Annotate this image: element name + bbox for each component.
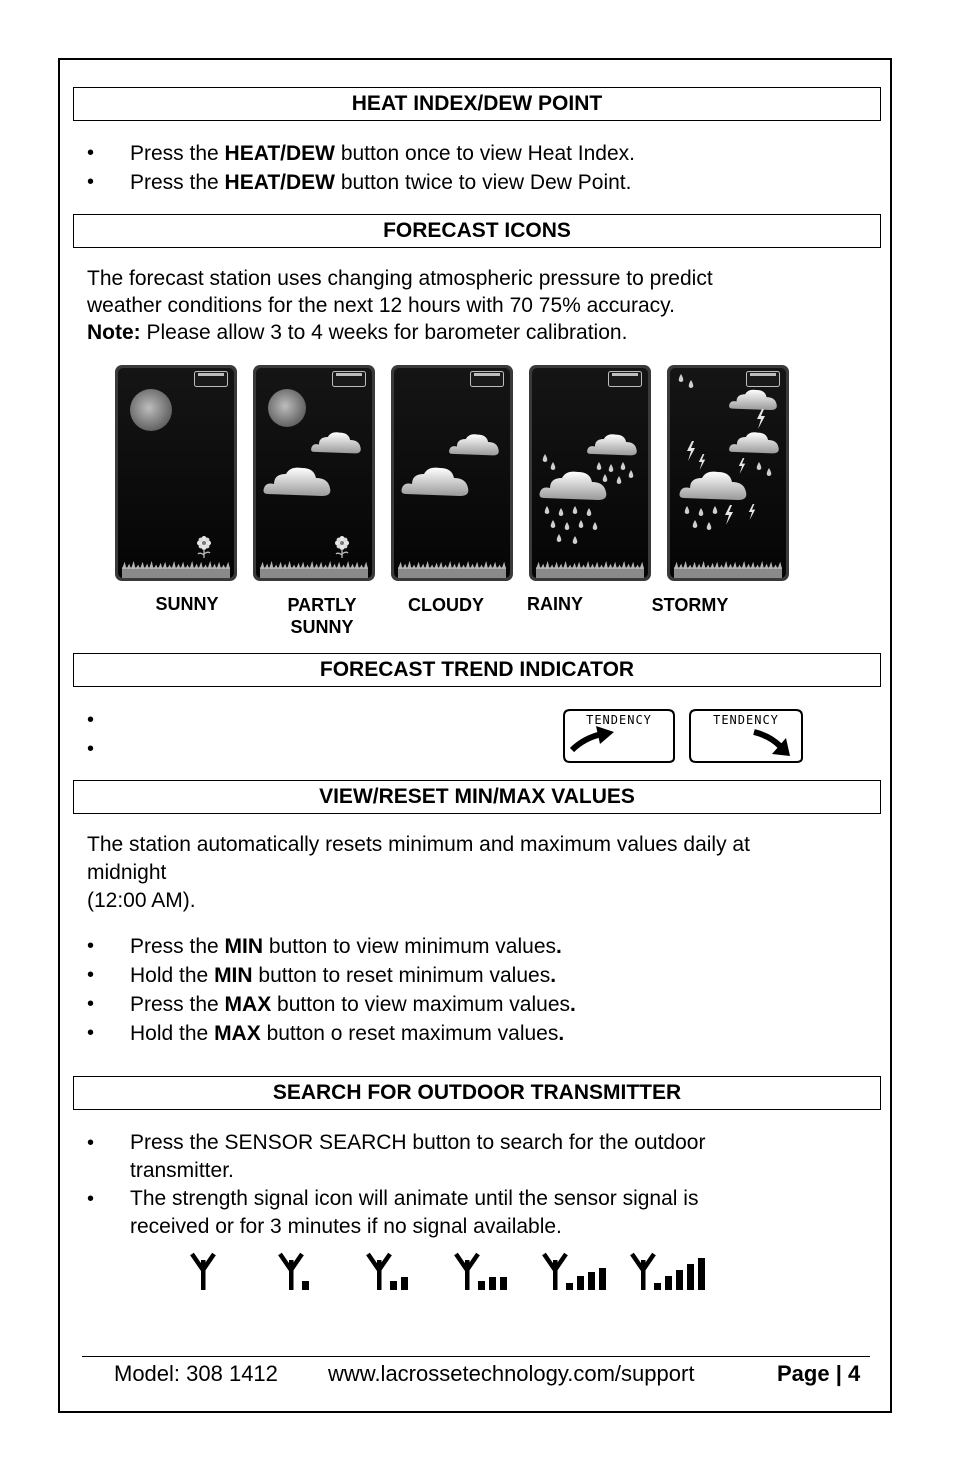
note-label: Note: bbox=[87, 321, 141, 344]
signal-2-bars-icon bbox=[368, 1254, 408, 1290]
forecast-panel-cloudy bbox=[390, 364, 514, 582]
list-item: • Press the HEAT/DEW button once to view Heat Index. bbox=[87, 139, 877, 168]
tendency-badge-icon bbox=[471, 372, 504, 387]
tendency-badge-icon bbox=[609, 372, 642, 387]
footer-divider bbox=[82, 1356, 870, 1357]
search-bullets bbox=[87, 1129, 877, 1241]
section-title-search-transmitter: SEARCH FOR OUTDOOR TRANSMITTER bbox=[73, 1076, 881, 1110]
tendency-badge-icon bbox=[195, 372, 228, 387]
sun-icon bbox=[130, 389, 172, 431]
tendency-up-label: TENDENCY bbox=[586, 713, 652, 727]
min-max-bullets bbox=[87, 932, 877, 1048]
forecast-panel-partly-sunny bbox=[252, 364, 376, 582]
signal-3-bars-icon bbox=[456, 1254, 507, 1290]
label-cloudy: CLOUDY bbox=[408, 595, 484, 615]
list-item: • The strength signal icon will animate until the sensor signal is received or for 3 minutes if no signal available. bbox=[87, 1185, 877, 1241]
list-item: • Press the MAX button to view maximum values. bbox=[87, 990, 877, 1019]
section-title-forecast-icons: FORECAST ICONS bbox=[73, 214, 881, 248]
signal-0-bars-icon bbox=[192, 1254, 214, 1290]
label-partly-sunny: PARTLY SUNNY bbox=[287, 595, 357, 637]
min-max-description: The station automatically resets minimum and maximum values daily at midnight (12:00 AM). bbox=[87, 833, 750, 912]
list-item: • Press the MIN button to view minimum values. bbox=[87, 932, 877, 961]
footer-page-number: Page | 4 bbox=[777, 1361, 861, 1386]
list-item: • Press the SENSOR SEARCH button to search for the outdoor transmitter. bbox=[87, 1129, 877, 1185]
signal-5-bars-icon bbox=[632, 1254, 705, 1290]
tendency-down-label: TENDENCY bbox=[713, 713, 779, 727]
list-item: • Press the HEAT/DEW button twice to view Dew Point. bbox=[87, 168, 877, 197]
footer-model: Model: 308 1412 bbox=[114, 1361, 278, 1386]
forecast-panel-rainy bbox=[528, 364, 652, 582]
tendency-up-indicator bbox=[562, 708, 676, 764]
label-stormy: STORMY bbox=[651, 595, 729, 615]
list-item: • Hold the MAX button o reset maximum values. bbox=[87, 1019, 877, 1048]
signal-4-bars-icon bbox=[544, 1254, 606, 1290]
forecast-description: The forecast station uses changing atmospheric pressure to predict weather conditions for the next 12 hours with 70 75% accuracy. Note: Please allow 3 to 4 weeks for barometer calibration. bbox=[87, 267, 713, 344]
forecast-panel-stormy bbox=[666, 364, 790, 582]
section-title-forecast-trend: FORECAST TREND INDICATOR bbox=[73, 653, 881, 687]
tendency-badge-icon bbox=[333, 372, 366, 387]
signal-1-bar-icon bbox=[280, 1254, 309, 1290]
tendency-down-indicator bbox=[688, 708, 802, 764]
sun-icon bbox=[268, 389, 306, 427]
section-title-min-max: VIEW/RESET MIN/MAX VALUES bbox=[73, 780, 881, 814]
forecast-panel-sunny bbox=[114, 364, 238, 582]
footer-url: www.lacrossetechnology.com/support bbox=[328, 1361, 695, 1386]
signal-strength-icons bbox=[180, 1250, 740, 1294]
list-item: • Hold the MIN button to reset minimum values. bbox=[87, 961, 877, 990]
label-rainy: RAINY bbox=[526, 594, 583, 614]
section-title-heat-dew: HEAT INDEX/DEW POINT bbox=[73, 87, 881, 121]
heat-dew-bullets bbox=[87, 139, 877, 197]
tendency-badge-icon bbox=[747, 372, 780, 387]
label-sunny: SUNNY bbox=[155, 594, 219, 614]
